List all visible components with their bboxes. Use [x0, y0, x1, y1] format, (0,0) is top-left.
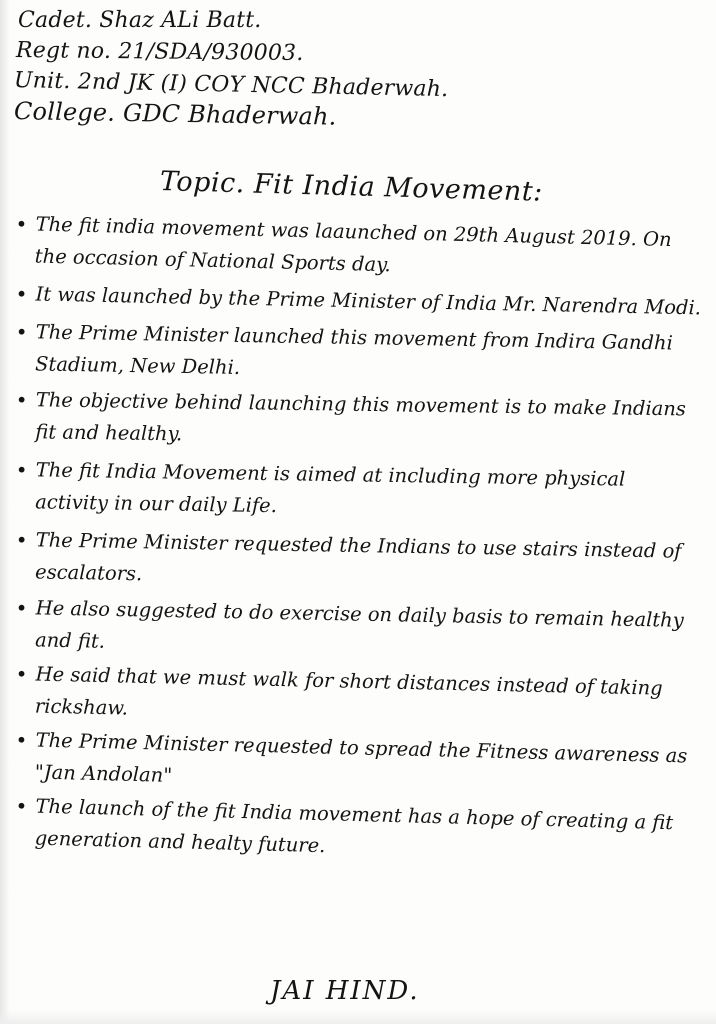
college-name: College. GDC Bhaderwah.	[13, 97, 337, 131]
list-item	[13, 592, 704, 669]
bullet-icon: •	[15, 212, 28, 237]
list-item	[13, 316, 704, 392]
bullet-icon: •	[15, 458, 28, 483]
unit-name: Unit. 2nd JK (I) COY NCC Bhaderwah.	[13, 68, 449, 103]
bullet-icon: •	[15, 388, 28, 413]
list-item	[13, 454, 704, 529]
list-item-text: The fit India Movement is aimed at including more physical activity in our daily Life.	[35, 458, 626, 518]
list-item-text: The fit india movement was laaunched on 29th August 2019. On the occasion of National Sports day.	[34, 212, 672, 277]
list-item-text: He also suggested to do exercise on daily basis to remain healthy and fit.	[34, 596, 684, 653]
bullet-icon: •	[15, 794, 28, 819]
bullet-icon: •	[15, 282, 28, 307]
list-item	[13, 524, 704, 600]
closing-slogan: JAI HIND.	[270, 976, 420, 1006]
list-item-text: He said that we must walk for short distances instead of taking rickshaw.	[34, 662, 663, 720]
bullet-icon: •	[15, 320, 28, 345]
list-item-text: The launch of the fit India movement has a hope of creating a fit generation and healty future.	[34, 794, 674, 858]
bullet-list	[14, 208, 704, 858]
bullet-icon: •	[15, 662, 28, 687]
list-item-text: The objective behind launching this movement is to make Indians fit and healthy.	[35, 388, 687, 446]
list-item-text: The Prime Minister requested the Indians to use stairs instead of escalators.	[34, 528, 682, 586]
list-item-text: The Prime Minister requested to spread the Fitness awareness as "Jan Andolan"	[34, 728, 688, 787]
bullet-icon: •	[15, 728, 28, 753]
list-item-text: It was launched by the Prime Minister of India Mr. Narendra Modi.	[35, 282, 702, 320]
list-item	[13, 384, 704, 458]
list-item-text: The Prime Minister launched this movement from Indira Gandhi Stadium, New Delhi.	[34, 320, 674, 379]
list-item	[12, 208, 703, 289]
cadet-name: Cadet. Shaz ALi Batt.	[18, 8, 262, 33]
page-title: Topic. Fit India Movement:	[159, 166, 544, 208]
regt-number: Regt no. 21/SDA/930003.	[15, 38, 304, 67]
bullet-icon: •	[15, 528, 28, 553]
cadet-details	[13, 6, 654, 131]
bullet-icon: •	[15, 596, 28, 621]
